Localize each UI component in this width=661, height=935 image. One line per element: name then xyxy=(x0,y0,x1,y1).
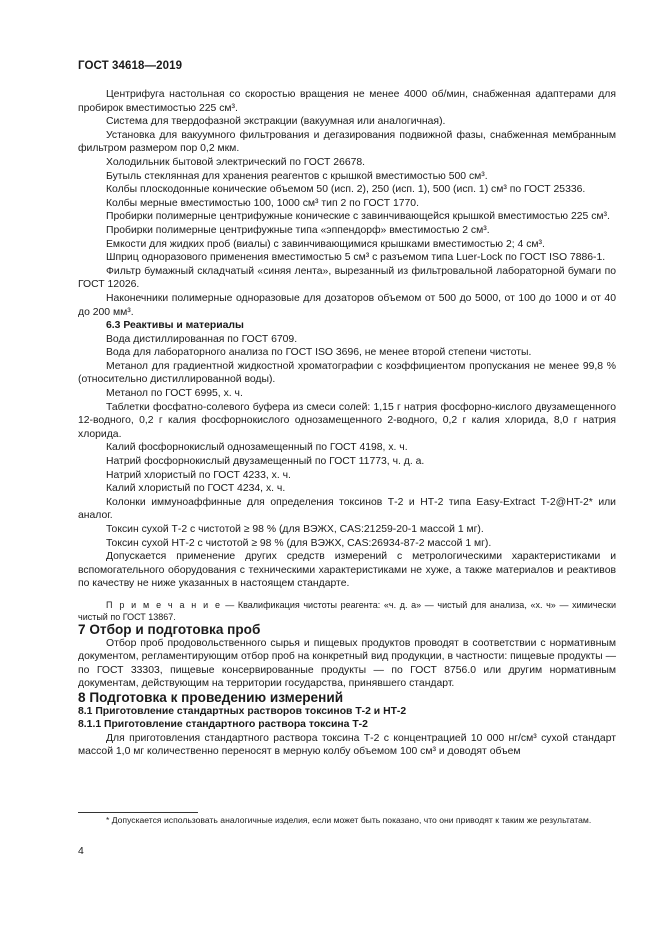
reagent-item: Метанол для градиентной жидкостной хроматографии с коэффициентом пропускания не менее 99,8 % (относительно дистиллированной воды). xyxy=(78,360,616,386)
page-content xyxy=(78,88,616,759)
equipment-item: Колбы мерные вместимостью 100, 1000 см³ тип 2 по ГОСТ 1770. xyxy=(106,197,419,209)
reagent-item: Колонки иммуноаффинные для определения токсинов Т-2 и НТ-2 типа Easy-Extract T-2@HT-2* или аналог. xyxy=(78,496,616,522)
section-6-3-heading: 6.3 Реактивы и материалы xyxy=(106,320,244,332)
equipment-item: Бутыль стеклянная для хранения реагентов с крышкой вместимостью 500 см³. xyxy=(106,170,488,182)
equipment-item: Система для твердофазной экстракции (вакуумная или аналогичная). xyxy=(106,116,446,128)
equipment-item: Колбы плоскодонные конические объемом 50 (исп. 2), 250 (исп. 1), 500 (исп. 1) см³ по ГОСТ 25336. xyxy=(106,184,586,196)
section-8-1-1-heading: 8.1.1 Приготовление стандартного раствора токсина Т-2 xyxy=(78,719,368,731)
reagent-item: Таблетки фосфатно-солевого буфера из смеси солей: 1,15 г натрия фосфорно-кислого двузамещенного 12-водного, 0,2 г калия фосфорнокислого однозамещенного 2-водного, 0,2 г калия хлорида, 8,0 г натрия хлорида. xyxy=(78,401,616,440)
equipment-item: Установка для вакуумного фильтрования и дегазирования подвижной фазы, снабженная мембранным фильтром размером пор 0,2 мкм. xyxy=(78,129,616,155)
page-number: 4 xyxy=(78,846,84,857)
reagent-item: Вода для лабораторного анализа по ГОСТ ISO 3696, не менее второй степени чистоты. xyxy=(106,347,532,359)
equipment-item: Шприц одноразового применения вместимостью 5 см³ с разъемом типа Luer-Lock по ГОСТ ISO 7886-1. xyxy=(106,252,606,264)
section-7-heading: 7 Отбор и подготовка проб xyxy=(78,621,261,637)
equipment-item: Фильтр бумажный складчатый «синяя лента», вырезанный из фильтровальной лабораторной бумаги по ГОСТ 12026. xyxy=(78,265,616,291)
footnote-text: * Допускается использовать аналогичные изделия, если может быть показано, что они приводят к таким же результатам. xyxy=(106,815,592,825)
equipment-item: Пробирки полимерные центрифужные типа «эппендорф» вместимостью 2 см³. xyxy=(106,224,490,236)
reagent-item: Калий фосфорнокислый однозамещенный по ГОСТ 4198, х. ч. xyxy=(106,442,408,454)
equipment-item: Центрифуга настольная со скоростью вращения не менее 4000 об/мин, снабженная адаптерами для пробирок вместимостью 225 см³. xyxy=(78,89,616,114)
reagent-item: Допускается применение других средств измерений с метрологическими характеристиками и вспомогательного оборудования с техническими характеристиками не хуже, а также материалов и реактивов по качеству не ниже указанных в настоящем стандарте. xyxy=(78,551,616,590)
section-8-1-heading: 8.1 Приготовление стандартных растворов токсинов Т-2 и НТ-2 xyxy=(78,705,407,717)
note xyxy=(78,599,616,623)
reagent-item: Калий хлористый по ГОСТ 4234, х. ч. xyxy=(106,483,286,495)
footnote xyxy=(78,815,616,827)
reagent-item: Токсин сухой Т-2 с чистотой ≥ 98 % (для ВЭЖХ, CAS:21259-20-1 массой 1 мг). xyxy=(106,524,484,535)
section-8-1-1-text: Для приготовления стандартного раствора токсина Т-2 с концентрацией 10 000 нг/см³ сухой стандарт массой 1,0 мг количественно переносят в мерную колбу объемом 100 см³ и доводят объем xyxy=(78,732,616,758)
reagent-item: Натрий фосфорнокислый двузамещенный по ГОСТ 11773, ч. д. а. xyxy=(106,456,425,468)
reagent-item: Метанол по ГОСТ 6995, х. ч. xyxy=(106,388,243,400)
reagent-item: Вода дистиллированная по ГОСТ 6709. xyxy=(106,333,298,345)
section-8-heading: 8 Подготовка к проведению измерений xyxy=(78,689,344,705)
standard-header: ГОСТ 34618—2019 xyxy=(78,60,183,72)
footnote-divider xyxy=(78,812,198,813)
reagent-item: Натрий хлористый по ГОСТ 4233, х. ч. xyxy=(106,469,291,481)
equipment-item: Холодильник бытовой электрический по ГОСТ 26678. xyxy=(106,156,366,168)
equipment-item: Наконечники полимерные одноразовые для дозаторов объемом от 500 до 5000, от 100 до 1000 и от 40 до 200 мм³. xyxy=(78,292,616,318)
section-7-text: Отбор проб продовольственного сырья и пищевых продуктов проводят в соответствии с нормативным документом, регламентирующим отбор проб на конкретный вид продукции, в частности: пищевые продукты — по ГОСТ 33303, пищевые консервированные продукты — по ГОСТ 8756.0 или другим нормативным документам, действующим на территории государства, принявшего стандарт. xyxy=(78,637,616,690)
equipment-item: Пробирки полимерные центрифужные конические с завинчивающейся крышкой вместимостью 225 см³. xyxy=(106,211,610,223)
reagent-item: Токсин сухой НТ-2 с чистотой ≥ 98 % (для ВЭЖХ, CAS:26934-87-2 массой 1 мг). xyxy=(106,537,492,549)
note-text: — Квалификация чистоты реагента: «ч. д. а» — чистый для анализа, «х. ч» — химически чистый по ГОСТ 13867. xyxy=(78,599,616,622)
equipment-item: Емкости для жидких проб (виалы) с завинчивающимися крышками вместимостью 2; 4 см³. xyxy=(106,238,545,250)
note-label: П р и м е ч а н и е xyxy=(106,599,222,610)
